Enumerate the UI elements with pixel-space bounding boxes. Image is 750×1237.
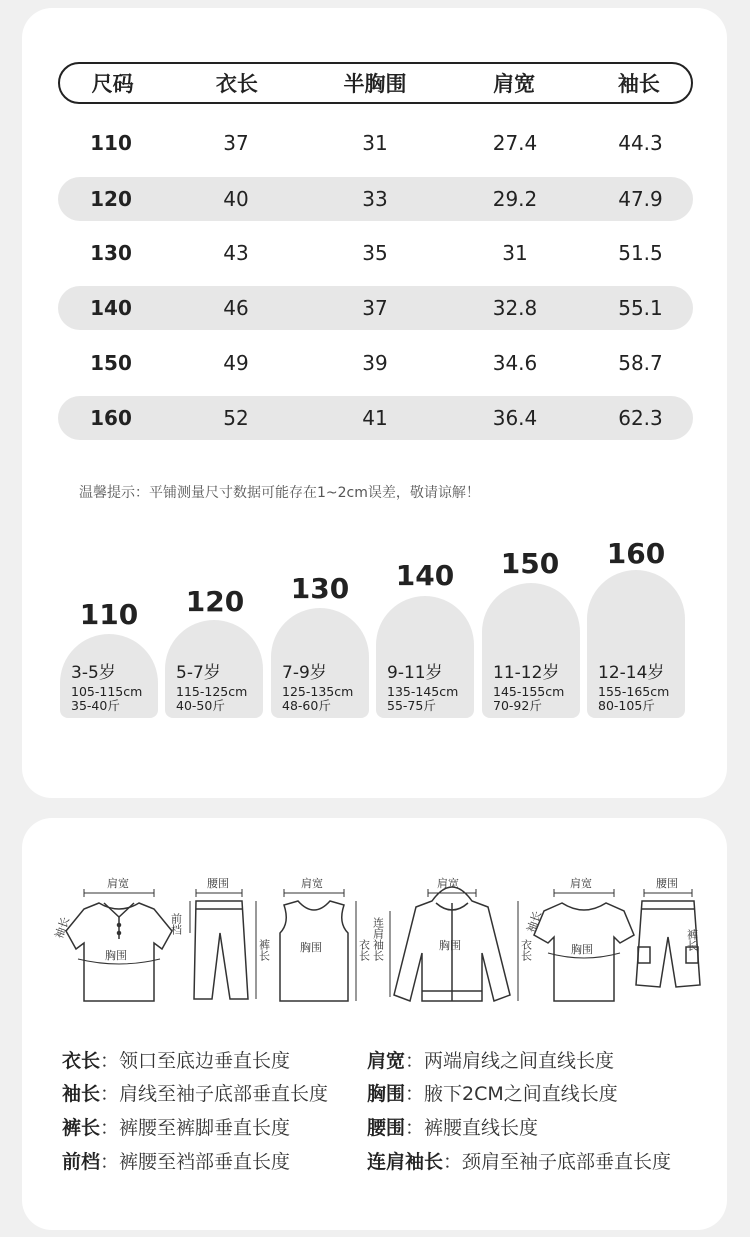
garment-svg: [44, 873, 704, 1013]
cell-half-chest: 31: [362, 131, 388, 155]
age-size-label: 140: [395, 559, 455, 592]
weight-range: 48-60斤: [282, 698, 331, 713]
age-card: [271, 608, 369, 718]
weight-range: 70-92斤: [493, 698, 542, 713]
label-shoulder: 肩宽: [570, 877, 592, 890]
cell-size: 150: [90, 351, 132, 375]
cell-sleeve: 47.9: [618, 187, 663, 211]
definition-item: 袖长：肩线至袖子底部垂直长度: [62, 1083, 329, 1105]
age-card: [376, 596, 474, 718]
age-range: 3-5岁: [71, 663, 116, 683]
cell-sleeve: 44.3: [618, 131, 663, 155]
label-chest: 胸围: [439, 939, 461, 952]
cell-size: 140: [90, 296, 132, 320]
label-length: 衣长: [357, 939, 371, 961]
age-size-label: 130: [290, 572, 350, 605]
definition-item: 裤长：裤腰至裤脚垂直长度: [62, 1117, 291, 1139]
cell-shoulder: 36.4: [492, 406, 538, 430]
label-rise: 前档: [169, 913, 183, 935]
height-range: 105-115cm: [71, 684, 143, 699]
height-range: 115-125cm: [176, 684, 248, 699]
label-raglan-sleeve: 连肩袖长: [371, 917, 385, 961]
cell-length: 37: [223, 131, 249, 155]
label-shoulder: 肩宽: [107, 877, 129, 890]
age-range: 11-12岁: [493, 663, 560, 683]
weight-range: 80-105斤: [598, 698, 655, 713]
label-chest: 胸围: [105, 949, 127, 962]
garment-illustrations: [44, 873, 704, 1013]
header-size: 尺码: [91, 72, 134, 96]
pants-icon: [190, 889, 256, 999]
cell-size: 130: [90, 241, 132, 265]
height-range: 155-165cm: [598, 684, 670, 699]
table-row: [58, 341, 693, 385]
header-sleeve: 袖长: [617, 72, 660, 96]
weight-range: 55-75斤: [387, 698, 436, 713]
label-shoulder: 肩宽: [301, 877, 323, 890]
label-chest: 胸围: [300, 941, 322, 954]
label-pants-length: 裤长: [257, 939, 271, 961]
cell-length: 46: [223, 296, 249, 320]
label-sleeve: 袖长: [52, 915, 73, 941]
cell-sleeve: 55.1: [618, 296, 663, 320]
header-length: 衣长: [215, 72, 258, 96]
age-card: [482, 583, 580, 718]
age-range: 5-7岁: [176, 663, 221, 683]
age-range: 12-14岁: [598, 663, 665, 683]
measurement-guide-card: [22, 818, 727, 1230]
definition-item: 胸围：腋下2CM之间直线长度: [367, 1083, 618, 1105]
height-range: 135-145cm: [387, 684, 459, 699]
cell-size: 110: [90, 131, 132, 155]
polo-shirt-icon: [66, 889, 172, 1001]
age-size-label: 150: [500, 547, 560, 580]
cell-size: 120: [90, 187, 132, 211]
label-waist: 腰围: [656, 877, 678, 890]
size-chart-card: [22, 8, 727, 798]
cell-half-chest: 33: [362, 187, 388, 211]
definition-item: 腰围：裤腰直线长度: [367, 1117, 539, 1139]
age-card: [165, 620, 263, 718]
label-length: 衣长: [519, 939, 533, 961]
cell-shoulder: 29.2: [492, 187, 538, 211]
definition-item: 肩宽：两端肩线之间直线长度: [367, 1050, 615, 1072]
label-waist: 腰围: [207, 877, 229, 890]
cell-length: 49: [223, 351, 249, 375]
definition-item: 连肩袖长：颈肩至袖子底部垂直长度: [367, 1151, 672, 1173]
cell-shoulder: 34.6: [492, 351, 538, 375]
cell-shoulder: 32.8: [492, 296, 538, 320]
cell-sleeve: 51.5: [618, 241, 663, 265]
height-range: 145-155cm: [493, 684, 565, 699]
definition-item: 前档：裤腰至裆部垂直长度: [62, 1151, 291, 1173]
height-range: 125-135cm: [282, 684, 354, 699]
weight-range: 40-50斤: [176, 698, 225, 713]
cell-sleeve: 62.3: [618, 406, 663, 430]
header-half-chest: 半胸围: [343, 72, 407, 96]
cell-half-chest: 39: [362, 351, 388, 375]
definition-item: 衣长：领口至底边垂直长度: [62, 1050, 291, 1072]
cell-shoulder: 27.4: [492, 131, 538, 155]
table-row: [58, 396, 693, 440]
cell-shoulder: 31: [502, 241, 528, 265]
table-row: [58, 286, 693, 330]
age-size-label: 110: [79, 598, 139, 631]
cell-half-chest: 35: [362, 241, 388, 265]
table-header: [58, 62, 693, 104]
cell-size: 160: [90, 406, 132, 430]
age-size-label: 160: [606, 537, 666, 570]
cell-half-chest: 37: [362, 296, 388, 320]
age-card: [60, 634, 158, 718]
header-shoulder: 肩宽: [493, 72, 536, 96]
age-range: 9-11岁: [387, 663, 443, 683]
label-chest: 胸围: [571, 943, 593, 956]
age-range: 7-9岁: [282, 663, 327, 683]
age-size-label: 120: [185, 585, 245, 618]
measurement-note: 温馨提示：平铺测量尺寸数据可能存在1~2cm误差，敬请谅解！: [79, 485, 480, 501]
cell-length: 43: [223, 241, 249, 265]
cell-length: 52: [223, 406, 249, 430]
cell-sleeve: 58.7: [618, 351, 663, 375]
label-sleeve: 袖长: [524, 909, 545, 935]
label-pants-length: 裤长: [685, 929, 699, 951]
cell-length: 40: [223, 187, 249, 211]
cell-half-chest: 41: [362, 406, 388, 430]
label-shoulder: 肩宽: [437, 877, 459, 890]
table-row: [58, 121, 693, 165]
age-card: [587, 570, 685, 718]
weight-range: 35-40斤: [71, 698, 120, 713]
table-row: [58, 231, 693, 275]
table-row: [58, 177, 693, 221]
